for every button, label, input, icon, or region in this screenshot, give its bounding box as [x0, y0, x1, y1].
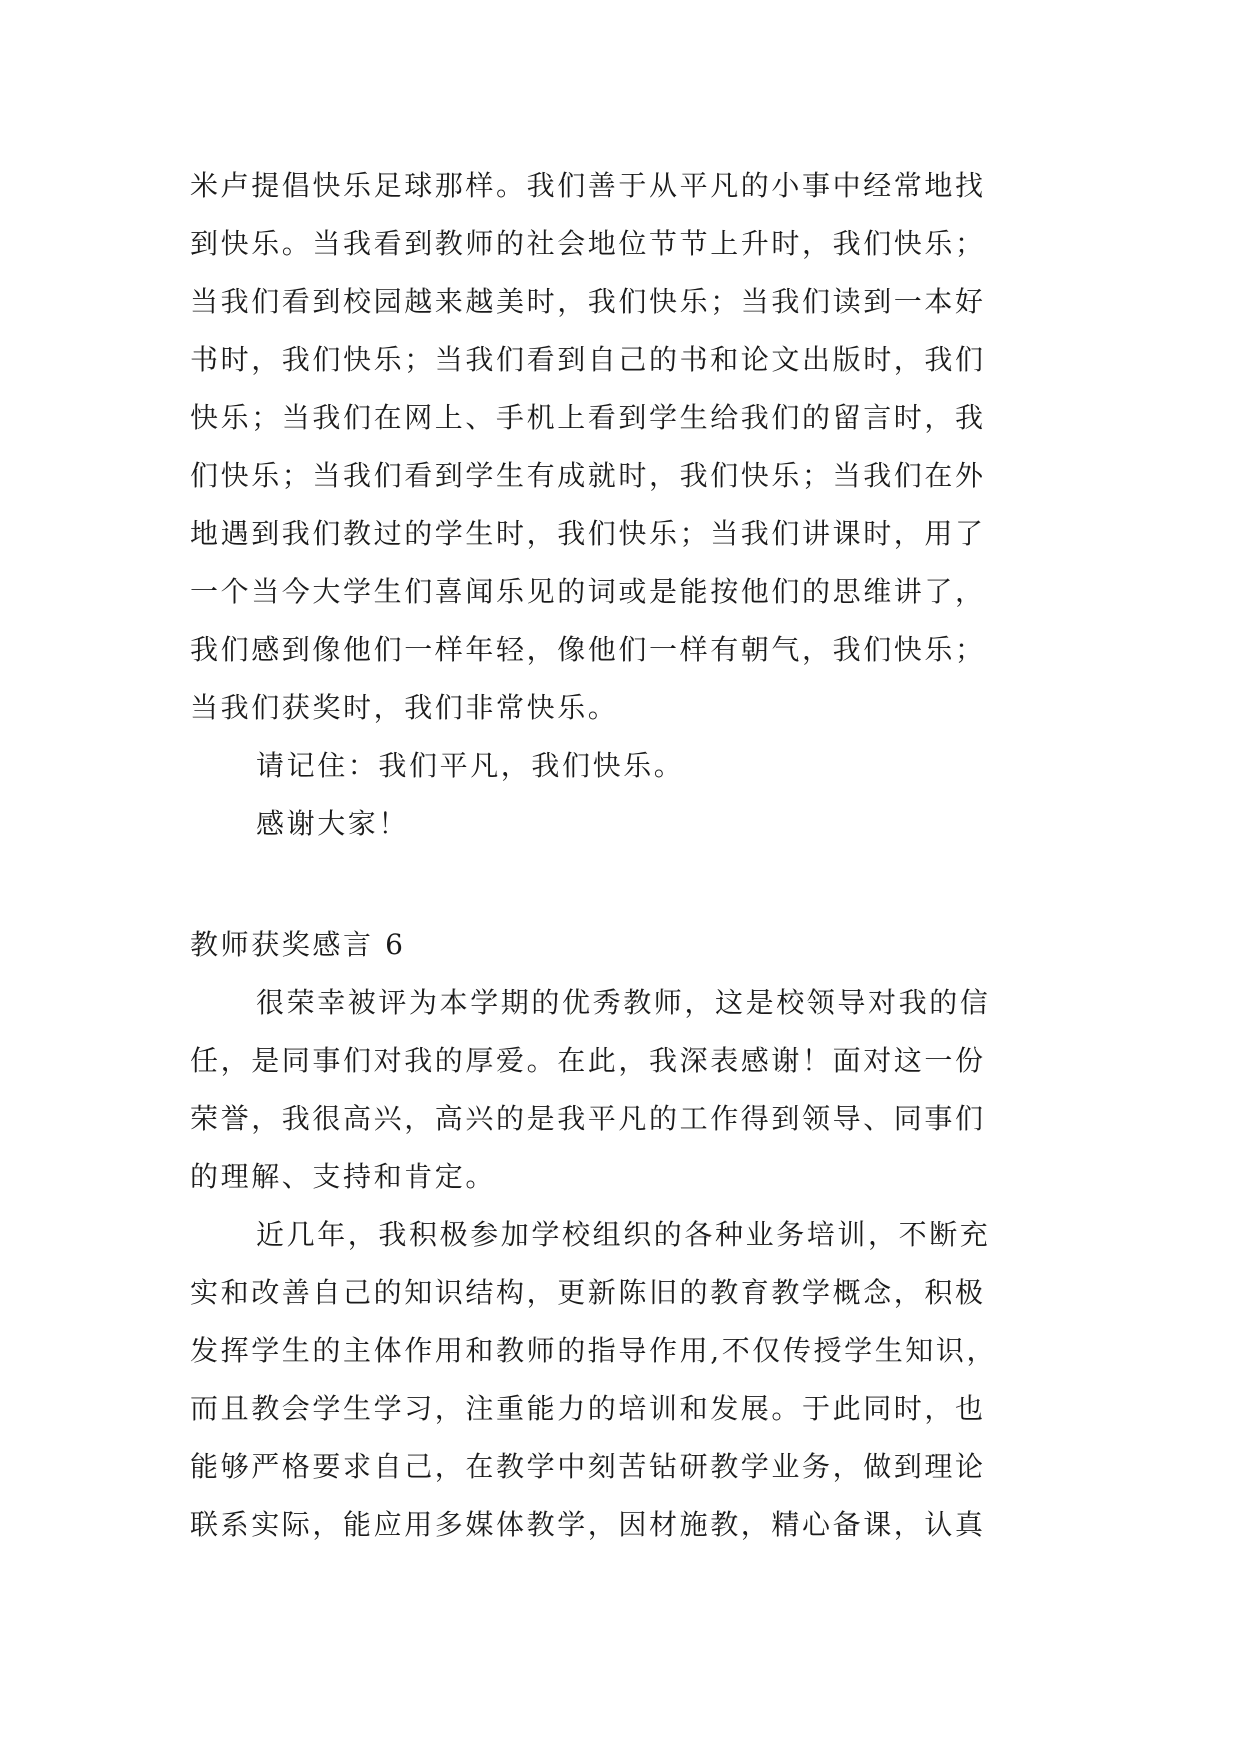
paragraph-line: 能够严格要求自己，在教学中刻苦钻研教学业务，做到理论: [190, 1450, 986, 1483]
paragraph-line: 而且教会学生学习，注重能力的培训和发展。于此同时，也: [190, 1392, 986, 1425]
paragraph-line: 到快乐。当我看到教师的社会地位节节上升时，我们快乐；: [190, 227, 986, 260]
paragraph-line: 的理解、支持和肯定。: [190, 1160, 497, 1193]
paragraph-line: 快乐；当我们在网上、手机上看到学生给我们的留言时，我: [190, 401, 986, 434]
paragraph-line: 实和改善自己的知识结构，更新陈旧的教育教学概念，积极: [190, 1276, 986, 1309]
paragraph-training: [190, 1206, 1070, 1554]
section-title: 教师获奖感言 6: [190, 928, 406, 961]
paragraph-line: 请记住：我们平凡，我们快乐。: [256, 749, 685, 782]
paragraph-line: 我们感到像他们一样年轻，像他们一样有朝气，我们快乐；: [190, 633, 986, 666]
paragraph-line: 一个当今大学生们喜闻乐见的词或是能按他们的思维讲了，: [190, 575, 986, 608]
paragraph-line: 荣誉，我很高兴，高兴的是我平凡的工作得到领导、同事们: [190, 1102, 986, 1135]
remember-paragraph: [190, 737, 1070, 795]
continued-paragraph: [190, 157, 1070, 737]
paragraph-line: 地遇到我们教过的学生时，我们快乐；当我们讲课时，用了: [190, 517, 986, 550]
paragraph-line: 很荣幸被评为本学期的优秀教师，这是校领导对我的信: [256, 986, 991, 1019]
paragraph-line: 们快乐；当我们看到学生有成就时，我们快乐；当我们在外: [190, 459, 986, 492]
paragraph-line: 任，是同事们对我的厚爱。在此，我深表感谢！面对这一份: [190, 1044, 986, 1077]
paragraph-honor: [190, 974, 1070, 1206]
paragraph-line: 当我们看到校园越来越美时，我们快乐；当我们读到一本好: [190, 285, 986, 318]
paragraph-line: 米卢提倡快乐足球那样。我们善于从平凡的小事中经常地找: [190, 169, 986, 202]
paragraph-line: 近几年，我积极参加学校组织的各种业务培训，不断充: [256, 1218, 991, 1251]
thanks-paragraph: [190, 795, 1070, 853]
paragraph-line: 联系实际，能应用多媒体教学，因材施教，精心备课，认真: [190, 1508, 986, 1541]
paragraph-line: 书时，我们快乐；当我们看到自己的书和论文出版时，我们: [190, 343, 986, 376]
paragraph-line: 当我们获奖时，我们非常快乐。: [190, 691, 619, 724]
paragraph-line: 发挥学生的主体作用和教师的指导作用,不仅传授学生知识，: [190, 1334, 998, 1367]
paragraph-line: 感谢大家！: [256, 807, 410, 840]
